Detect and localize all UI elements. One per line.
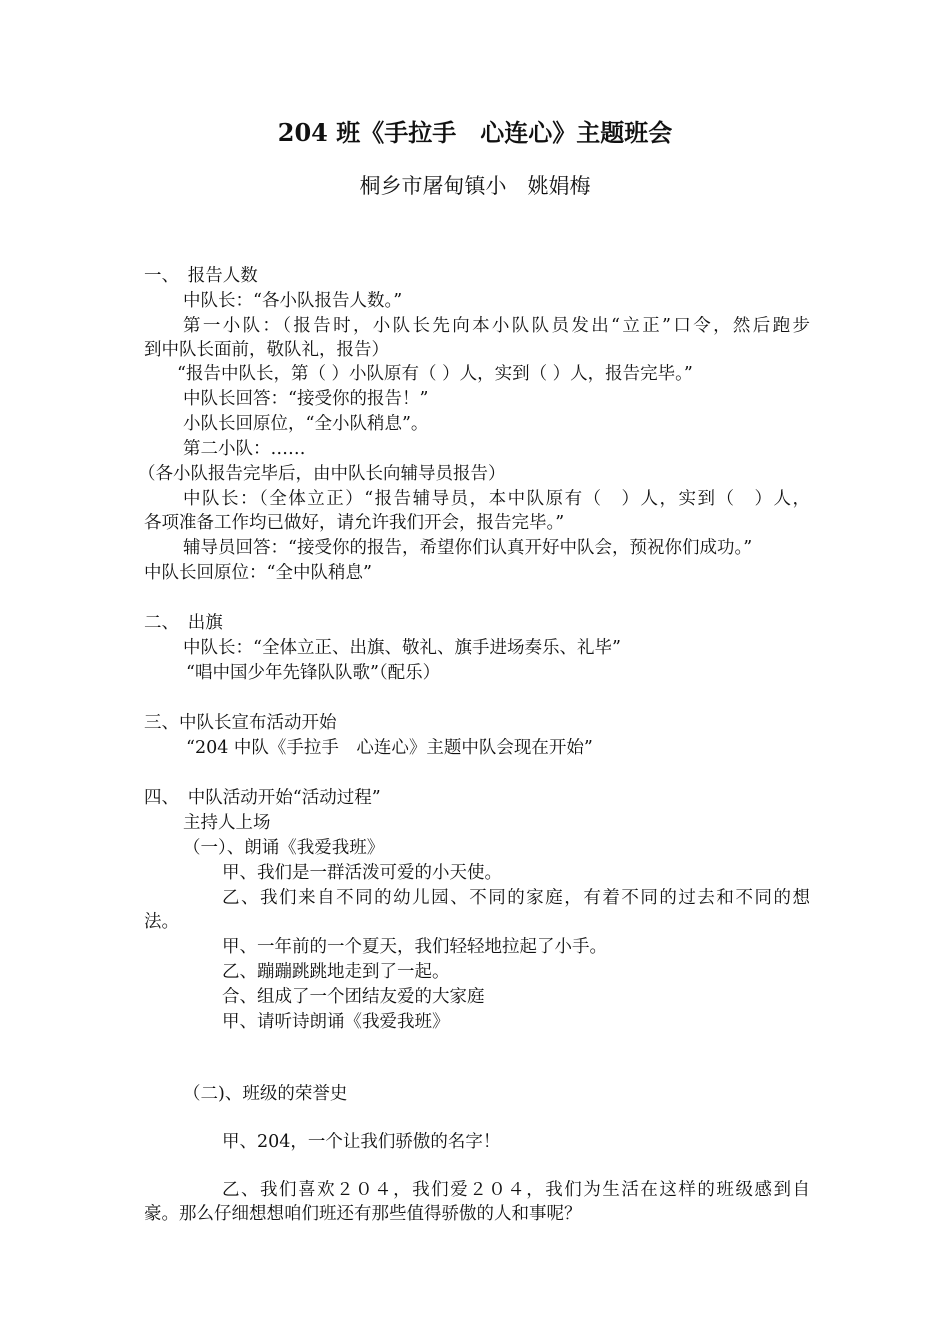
dialogue-line: 甲、请听诗朗诵《我爱我班》 <box>222 1012 450 1032</box>
paragraph: 辅导员回答：“接受你的报告，希望你们认真开好中队会，预祝你们成功。” <box>183 538 753 558</box>
dialogue-line <box>144 886 810 934</box>
dialogue-line: 甲、204，一个让我们骄傲的名字！ <box>222 1132 501 1152</box>
paragraph-line: 中队长：（全体立正）“报告辅导员，本中队原有（ ）人，实到（ ）人， <box>183 489 810 509</box>
dialogue-line: 甲、一年前的一个夏天，我们轻轻地拉起了小手。 <box>222 937 607 957</box>
paragraph-line: 第一小队：（报告时，小队长先向本小队队员发出“立正”口令，然后跑步 <box>183 316 810 336</box>
paragraph-line: 豪。那么仔细想想咱们班还有那些值得骄傲的人和事呢？ <box>144 1204 582 1224</box>
paragraph: 中队长回原位：“全中队稍息” <box>144 563 372 583</box>
paragraph: “报告中队长，第（ ）小队原有（ ）人，实到（ ）人，报告完毕。” <box>177 364 693 384</box>
paragraph-line: 乙、我们来自不同的幼儿园、不同的家庭，有着不同的过去和不同的想 <box>222 888 810 908</box>
section-4-heading: 四、 中队活动开始“活动过程” <box>144 788 381 808</box>
paragraph: “204 中队《手拉手 心连心》主题中队会现在开始” <box>186 738 593 758</box>
paragraph <box>144 314 810 362</box>
dialogue-line: 合、组成了一个团结友爱的大家庭 <box>222 987 485 1007</box>
paragraph-line: 法。 <box>144 912 179 932</box>
paragraph-line: 各项准备工作均已做好，请允许我们开会，报告完毕。” <box>144 513 565 533</box>
paragraph: 小队长回原位，“全小队稍息”。 <box>183 414 429 434</box>
paragraph-line: 到中队长面前，敬队礼，报告） <box>144 340 389 360</box>
dialogue-line <box>144 1178 810 1226</box>
section-1-heading: 一、 报告人数 <box>144 266 258 286</box>
paragraph-line: 乙、我们喜欢２０４，我们爱２０４，我们为生活在这样的班级感到自 <box>222 1180 810 1200</box>
section-2-heading: 二、 出旗 <box>144 613 223 633</box>
subsection-heading: （二)、班级的荣誉史 <box>183 1084 348 1104</box>
paragraph: 中队长回答：“接受你的报告！” <box>183 389 429 409</box>
paragraph <box>144 487 810 535</box>
paragraph: 第二小队：…… <box>183 439 306 459</box>
section-3-heading: 三、中队长宣布活动开始 <box>144 713 337 733</box>
dialogue-line: 乙、蹦蹦跳跳地走到了一起。 <box>222 962 450 982</box>
paragraph: 中队长：“全体立正、出旗、敬礼、旗手进场奏乐、礼毕” <box>183 638 621 658</box>
paragraph: 中队长：“各小队报告人数。” <box>183 291 403 311</box>
paragraph: 主持人上场 <box>183 813 271 833</box>
subsection-heading: （一）、朗诵《我爱我班》 <box>183 838 385 858</box>
paragraph: （各小队报告完毕后，由中队长向辅导员报告） <box>138 464 506 484</box>
document-title: 204 班《手拉手 心连心》主题班会 <box>277 118 673 147</box>
paragraph: “唱中国少年先锋队队歌”（配乐） <box>186 663 441 683</box>
dialogue-line: 甲、我们是一群活泼可爱的小天使。 <box>222 863 502 883</box>
author-line: 桐乡市屠甸镇小 姚娟梅 <box>359 174 591 198</box>
